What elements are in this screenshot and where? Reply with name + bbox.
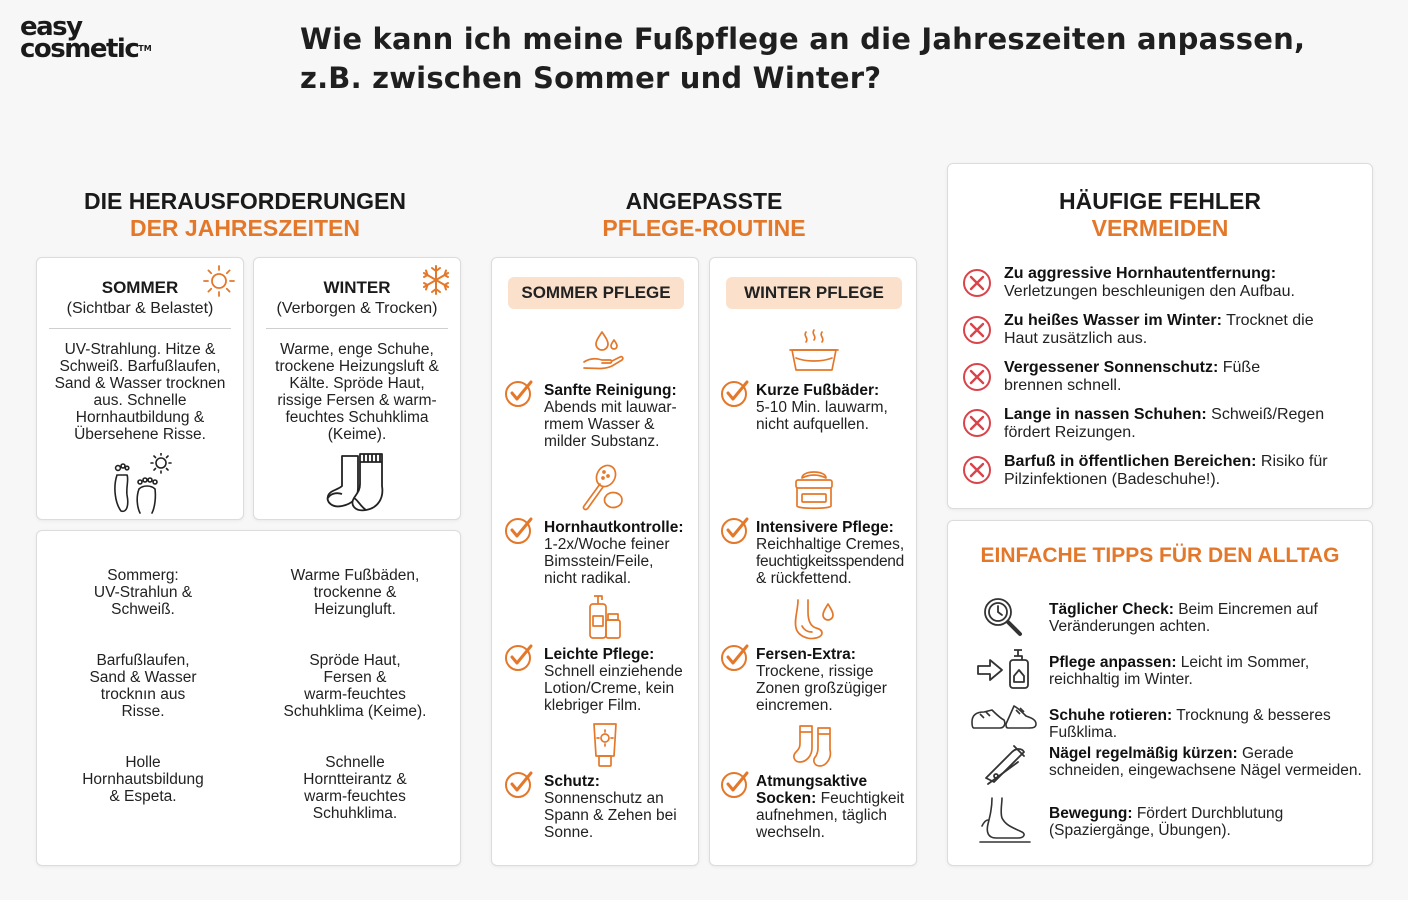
summer-title: SOMMER xyxy=(101,278,179,297)
mistake-title: Zu heißes Wasser im Winter: xyxy=(1004,312,1222,329)
logo-tm: TM xyxy=(138,44,152,53)
summer-line: Übersehene Risse. xyxy=(74,426,206,443)
winter-step-1 xyxy=(756,382,916,433)
summer-line: Schweiß. Barfußlaufen, xyxy=(59,358,221,375)
grid-cell-summer-2 xyxy=(53,652,233,720)
check-circle-icon xyxy=(720,378,750,408)
mistake-item xyxy=(1004,453,1368,489)
winter-line: (Keime). xyxy=(327,426,387,443)
routine-heading-line1: ANGEPASSTE xyxy=(625,188,783,214)
arrow-bottle-icon xyxy=(976,648,1032,692)
winter-routine-card xyxy=(709,257,917,866)
step-line: feuchtigkeitsspendend xyxy=(756,553,904,570)
grid-line: & Espeta. xyxy=(109,788,177,805)
socks-pair-icon xyxy=(790,722,840,768)
mistake-item xyxy=(1004,359,1364,395)
tip-item xyxy=(1049,745,1369,779)
winter-divider xyxy=(266,328,448,329)
check-circle-icon xyxy=(720,515,750,545)
step-line: nicht aufquellen. xyxy=(756,416,869,433)
grid-line: Heizungluft. xyxy=(314,601,396,618)
mistake-text: Verletzungen beschleunigen den Aufbau. xyxy=(1004,283,1295,300)
check-circle-icon xyxy=(504,769,534,799)
grid-line: trockenne & xyxy=(313,584,397,601)
summer-step-2 xyxy=(544,519,696,587)
challenges-heading xyxy=(40,188,450,242)
winter-step-3 xyxy=(756,646,916,714)
sun-icon xyxy=(202,264,236,298)
mistake-title: Lange in nassen Schuhen: xyxy=(1004,406,1207,423)
logo xyxy=(20,12,180,64)
step-line: rmem Wasser & xyxy=(544,416,655,433)
grid-line: Schuhklima. xyxy=(312,805,398,822)
step-title: Leichte Pflege: xyxy=(544,646,655,663)
mistake-text: brennen schnell. xyxy=(1004,377,1122,394)
winter-subtitle: (Verborgen & Trocken) xyxy=(276,300,438,317)
winter-title: WINTER xyxy=(323,278,391,297)
heel-drop-icon xyxy=(790,596,840,642)
step-line: milder Substanz. xyxy=(544,433,660,450)
mistakes-heading-line1: HÄUFIGE FEHLER xyxy=(1059,188,1261,214)
winter-step-4 xyxy=(756,773,916,841)
step-line: 1-2x/Woche feiner xyxy=(544,536,670,553)
mistake-text: Füße xyxy=(1218,359,1261,376)
grid-cell-summer-1 xyxy=(53,567,233,618)
tip-text: Trocknung & besseres xyxy=(1172,707,1331,724)
tip-title: Pflege anpassen: xyxy=(1049,654,1177,671)
step-title: Fersen-Extra: xyxy=(756,646,856,663)
step-line: nicht radikal. xyxy=(544,570,632,587)
feet-sun-icon xyxy=(109,453,173,515)
mistake-item xyxy=(1004,312,1364,348)
check-circle-icon xyxy=(504,378,534,408)
tip-text: Gerade xyxy=(1237,745,1294,762)
summer-divider xyxy=(49,328,231,329)
step-title: Schutz: xyxy=(544,773,600,790)
step-title: Intensivere Pflege: xyxy=(756,519,894,536)
grid-line: Schweiß. xyxy=(111,601,175,618)
mistake-title: Barfuß in öffentlichen Bereichen: xyxy=(1004,453,1257,470)
winter-line: trockene Heizungsluft & xyxy=(275,358,439,375)
mistake-text: Pilzinfektionen (Badeschuhe!). xyxy=(1004,471,1221,488)
page-title-line2: z.B. zwischen Sommer und Winter? xyxy=(300,61,882,95)
step-line: 5-10 Min. lauwarm, xyxy=(756,399,888,416)
mistakes-heading xyxy=(948,188,1372,242)
grid-line: Barfußlaufen, xyxy=(96,652,190,669)
step-line: Feuchtigkeit xyxy=(816,790,905,807)
snowflake-icon xyxy=(420,264,452,296)
step-title: Kurze Fußbäder: xyxy=(756,382,880,399)
mistake-text: Trocknet die xyxy=(1221,312,1314,329)
routine-heading xyxy=(498,188,910,242)
winter-line: Warme, enge Schuhe, xyxy=(280,341,434,358)
tip-title: Täglicher Check: xyxy=(1049,601,1174,618)
page-title-line1: Wie kann ich meine Fußpflege an die Jahreszeiten anpassen, xyxy=(300,22,1306,56)
tip-item xyxy=(1049,654,1369,688)
summer-challenge-text xyxy=(37,341,243,443)
winter-pflege-pill: WINTER PFLEGE xyxy=(726,277,902,309)
winter-challenge-text xyxy=(254,341,460,443)
routine-heading-line2: PFLEGE-ROUTINE xyxy=(602,215,806,241)
challenges-heading-line1: DIE HERAUSFORDERUNGEN xyxy=(83,188,407,214)
summer-pflege-pill: SOMMER PFLEGE xyxy=(508,277,684,309)
summer-challenge-card xyxy=(36,257,244,520)
magnifier-clock-icon xyxy=(980,594,1026,640)
x-circle-icon xyxy=(961,454,993,486)
tip-item xyxy=(1049,805,1369,839)
water-hand-icon xyxy=(580,328,626,374)
check-circle-icon xyxy=(504,642,534,672)
winter-line: feuchtes Schuhklima xyxy=(285,409,429,426)
mistake-title: Zu aggressive Hornhautentfernung: xyxy=(1004,265,1277,282)
summer-line: Sand & Wasser trocknen xyxy=(54,375,226,392)
winter-line: Kälte. Spröde Haut, xyxy=(289,375,425,392)
tip-text: Veränderungen achten. xyxy=(1049,618,1211,635)
grid-line: warm-feuchtes xyxy=(304,788,406,805)
mistake-text: fördert Reizungen. xyxy=(1004,424,1136,441)
tip-title: Bewegung: xyxy=(1049,805,1133,822)
step-line: Sonnenschutz an xyxy=(544,790,664,807)
challenges-grid-card xyxy=(36,530,461,866)
grid-line: Sommerg: xyxy=(107,567,179,584)
foot-icon xyxy=(978,796,1032,844)
step-title: Hornhautkontrolle: xyxy=(544,519,684,536)
socks-icon xyxy=(324,450,394,514)
summer-line: Hornhautbildung & xyxy=(75,409,205,426)
winter-line: rissige Fersen & warm- xyxy=(277,392,437,409)
shoes-icon xyxy=(970,700,1040,734)
step-line: Sonne. xyxy=(544,824,594,841)
step-line: wechseln. xyxy=(756,824,825,841)
tips-heading: EINFACHE TIPPS FÜR DEN ALLTAG xyxy=(980,544,1340,567)
grid-line: Fersen & xyxy=(323,669,387,686)
mistake-text: Schweiß/Regen xyxy=(1206,406,1325,423)
tip-title: Nägel regelmäßig kürzen: xyxy=(1049,745,1238,762)
sunscreen-tube-icon xyxy=(590,722,620,768)
step-line: Bimsstein/Feile, xyxy=(544,553,654,570)
step-line: aufnehmen, täglich xyxy=(756,807,887,824)
grid-line: Schuhklima (Keime). xyxy=(283,703,427,720)
step-line: Zonen großzügiger xyxy=(756,680,887,697)
x-circle-icon xyxy=(961,361,993,393)
grid-line: warm-feuchtes xyxy=(304,686,406,703)
step-line: Reichhaltige Cremes, xyxy=(756,536,905,553)
logo-line1: easy xyxy=(20,12,82,42)
tip-item xyxy=(1049,601,1369,635)
logo-line2 xyxy=(20,34,180,64)
mistake-title: Vergessener Sonnenschutz: xyxy=(1004,359,1219,376)
grid-line: trocknın aus xyxy=(100,686,186,703)
step-title: Atmungsaktive xyxy=(756,773,868,790)
logo-word: cosmetic xyxy=(20,34,139,64)
x-circle-icon xyxy=(961,314,993,346)
grid-cell-summer-3 xyxy=(53,754,233,805)
check-circle-icon xyxy=(720,769,750,799)
x-circle-icon xyxy=(961,407,993,439)
nail-clipper-icon xyxy=(982,742,1028,786)
brush-pumice-icon xyxy=(576,462,628,514)
tip-item xyxy=(1049,707,1369,741)
tip-text: reichhaltig im Winter. xyxy=(1049,671,1193,688)
summer-routine-card xyxy=(491,257,699,866)
winter-challenge-card xyxy=(253,257,461,520)
grid-line: Warme Fußbäden, xyxy=(290,567,420,584)
summer-step-4 xyxy=(544,773,696,841)
grid-line: Schnelle xyxy=(325,754,385,771)
grid-line: Spröde Haut, xyxy=(309,652,401,669)
step-line: Trockene, rissige xyxy=(756,663,874,680)
step-line: Lotion/Creme, kein xyxy=(544,680,675,697)
grid-line: Risse. xyxy=(121,703,165,720)
page-title xyxy=(300,20,1360,98)
grid-cell-winter-3 xyxy=(265,754,445,822)
challenges-heading-line2: DER JAHRESZEITEN xyxy=(129,215,361,241)
x-circle-icon xyxy=(961,267,993,299)
tip-text: Fördert Durchblutung xyxy=(1132,805,1284,822)
tip-text: Beim Eincremen auf xyxy=(1173,601,1318,618)
tip-text: Fußklima. xyxy=(1049,724,1118,741)
step-line: & rückfettend. xyxy=(756,570,852,587)
tip-text: Leicht im Sommer, xyxy=(1176,654,1310,671)
mistake-item xyxy=(1004,265,1364,301)
summer-step-1 xyxy=(544,382,696,450)
winter-step-2 xyxy=(756,519,918,587)
footbath-icon xyxy=(788,328,840,374)
step-title: Sanfte Reinigung: xyxy=(544,382,677,399)
grid-line: Hornhautsbildung xyxy=(82,771,204,788)
grid-line: Horntteirantz & xyxy=(303,771,407,788)
mistake-item xyxy=(1004,406,1364,442)
step-line: Spann & Zehen bei xyxy=(544,807,677,824)
summer-step-3 xyxy=(544,646,696,714)
step-line: Schnell einziehende xyxy=(544,663,683,680)
summer-line: UV-Strahlung. Hitze & xyxy=(64,341,216,358)
grid-line: Sand & Wasser xyxy=(89,669,197,686)
lotion-bottle-icon xyxy=(584,594,624,640)
step-title: Socken: xyxy=(756,790,817,807)
mistake-text: Risiko für xyxy=(1256,453,1328,470)
summer-line: aus. Schnelle xyxy=(93,392,187,409)
step-line: eincremen. xyxy=(756,697,833,714)
grid-line: UV-Strahlun & xyxy=(93,584,193,601)
step-line: Abends mit lauwar- xyxy=(544,399,677,416)
tip-text: schneiden, eingewachsene Nägel vermeiden. xyxy=(1049,762,1362,779)
step-line: klebriger Film. xyxy=(544,697,642,714)
tip-text: (Spaziergänge, Übungen). xyxy=(1049,822,1231,839)
mistake-text: Haut zusätzlich aus. xyxy=(1004,330,1148,347)
tip-title: Schuhe rotieren: xyxy=(1049,707,1173,724)
grid-line: Holle xyxy=(125,754,161,771)
grid-cell-winter-2 xyxy=(265,652,445,720)
cream-jar-icon xyxy=(792,466,836,512)
summer-subtitle: (Sichtbar & Belastet) xyxy=(66,300,214,317)
check-circle-icon xyxy=(720,642,750,672)
grid-cell-winter-1 xyxy=(265,567,445,618)
mistakes-heading-line2: VERMEIDEN xyxy=(1091,215,1229,241)
check-circle-icon xyxy=(504,515,534,545)
